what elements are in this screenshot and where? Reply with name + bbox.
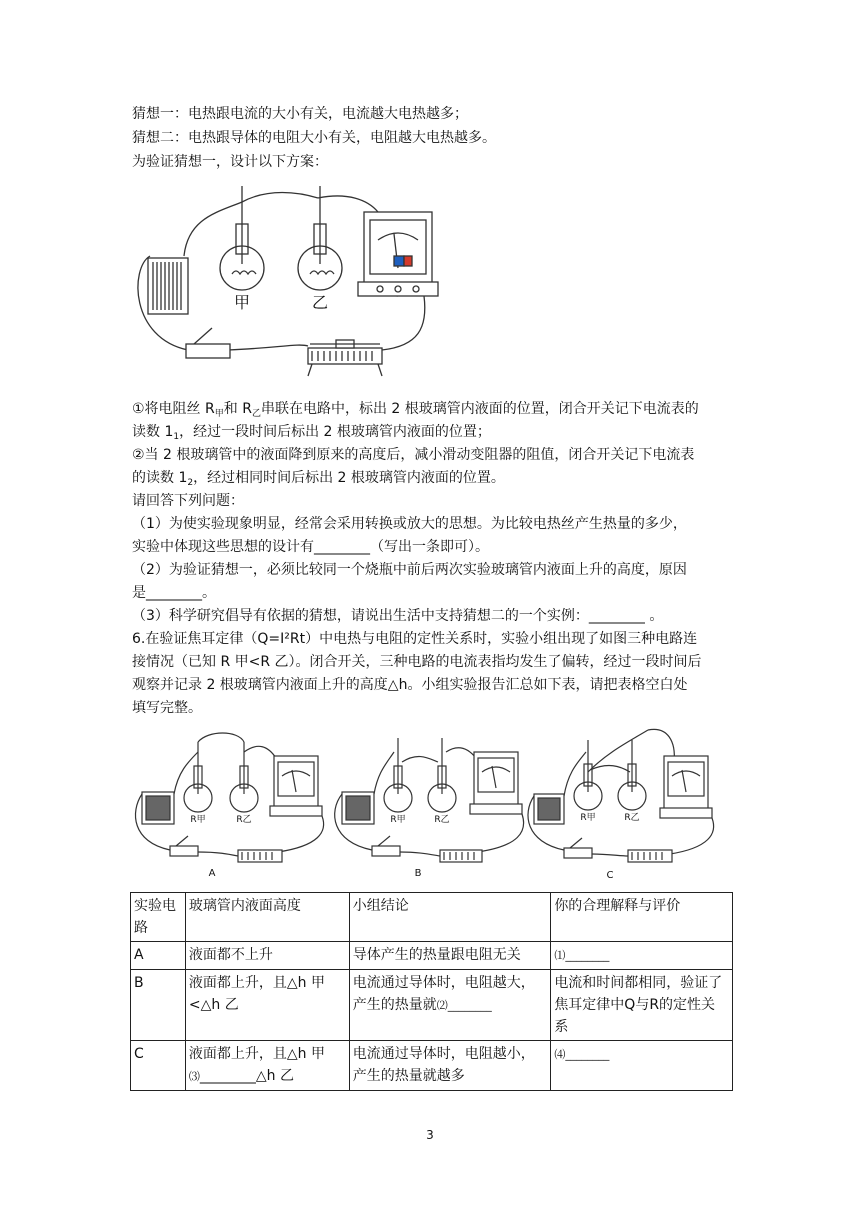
table-header-cell: 小组结论	[349, 893, 551, 942]
table-row	[131, 1041, 733, 1091]
question-2-line-1: （2）为验证猜想一，必须比较同一个烧瓶中前后两次实验玻璃管内液面上升的高度，原因	[132, 562, 687, 578]
table-cell	[551, 1041, 733, 1091]
table-cell: 液面都上升，且△h 甲<△h 乙	[185, 970, 349, 1041]
problem-6-line-4: 填写完整。	[132, 700, 202, 716]
question-2-line-2: 是________。	[132, 585, 216, 601]
answer-blank[interactable]: ________	[565, 1048, 610, 1061]
label-jia: 甲	[233, 293, 251, 312]
problem-6-line-3: 观察并记录 2 根玻璃管内液面上升的高度△h。小组实验报告汇总如下表，请把表格空白处	[132, 677, 688, 693]
step-2-line-1: ②当 2 根玻璃管中的液面降到原来的高度后，减小滑动变阻器的阻值，闭合开关记下电流表	[132, 447, 695, 463]
table-header-cell: 你的合理解释与评价	[551, 893, 733, 942]
blank-number: ⑴	[554, 949, 566, 962]
step-2-line-2: 的读数 $1_2$，经过相同时间后标出 2 根玻璃管内液面的位置。	[132, 470, 505, 488]
experiment-table	[130, 892, 733, 1091]
panel-a-r-jia: R甲	[190, 815, 206, 825]
problem-6-line-1: 6.在验证焦耳定律（Q=I²Rt）中电热与电阻的定性关系时，实验小组出现了如图三种电路连	[132, 631, 698, 647]
table-cell: C	[131, 1041, 186, 1091]
table-row	[131, 970, 733, 1041]
question-3: （3）科学研究倡导有依据的猜想，请说出生活中支持猜想二的一个实例：________ 。	[132, 608, 664, 624]
table-header-cell: 实验电路	[131, 893, 186, 942]
problem-6-line-2: 接情况（已知 R 甲<R 乙）。闭合开关，三种电路的电流表指均发生了偏转，经过一段时间后	[132, 654, 702, 670]
hypothesis-2: 猜想二：电热跟导体的电阻大小有关，电阻越大电热越多。	[132, 130, 496, 146]
panel-c-label: C	[606, 870, 614, 881]
page-number: 3	[426, 1128, 434, 1142]
panel-a-r-yi: R乙	[236, 815, 252, 825]
blank-number: ⑷	[554, 1048, 566, 1061]
answer-blank[interactable]: ________△h 乙	[199, 1068, 294, 1084]
label-yi: 乙	[311, 293, 329, 312]
panel-c-r-jia: R甲	[580, 813, 596, 823]
circuit-figure-2	[128, 722, 738, 884]
questions-intro: 请回答下列问题：	[132, 493, 244, 509]
question-1-line-2: 实验中体现这些思想的设计有________（写出一条即可）。	[132, 539, 489, 555]
table-cell: 液面都不上升	[185, 942, 349, 970]
hypothesis-1: 猜想一：电热跟电流的大小有关，电流越大电热越多；	[132, 106, 468, 122]
table-cell: 电流通过导体时，电阻越小，产生的热量就越多	[349, 1041, 551, 1091]
answer-blank[interactable]: ________	[565, 949, 610, 962]
circuit-figure-1	[128, 178, 448, 384]
table-cell: 电流通过导体时，电阻越大，产生的热量就⑵________	[349, 970, 551, 1041]
panel-b-circuit	[335, 738, 524, 862]
panel-b-r-yi: R乙	[434, 815, 450, 825]
plan-intro: 为验证猜想一，设计以下方案：	[132, 154, 328, 170]
table-cell: 电流和时间都相同，验证了焦耳定律中Q与R的定性关系	[551, 970, 733, 1041]
table-cell: B	[131, 970, 186, 1041]
table-row	[131, 942, 733, 970]
table-cell: 液面都上升，且△h 甲⑶________△h 乙	[185, 1041, 349, 1091]
panel-b-label: B	[414, 868, 422, 879]
question-1-line-1: （1）为使实验现象明显，经常会采用转换或放大的思想。为比较电热丝产生热量的多少，	[132, 516, 687, 532]
step-1-line-2: 读数 $1_1$，经过一段时间后标出 2 根玻璃管内液面的位置；	[132, 424, 491, 442]
table-header-row	[131, 893, 733, 942]
table-cell: 导体产生的热量跟电阻无关	[349, 942, 551, 970]
table-header-cell: 玻璃管内液面高度	[185, 893, 349, 942]
panel-b-r-jia: R甲	[390, 815, 406, 825]
table-cell: A	[131, 942, 186, 970]
blank-number: ⑵	[436, 999, 448, 1012]
table-cell	[551, 942, 733, 970]
step-1-line-1: ①将电阻丝 $R_甲$和 $R_乙$串联在电路中，标出 2 根玻璃管内液面的位置，闭合开关记下电流表的	[132, 401, 699, 419]
answer-blank[interactable]: ________	[447, 999, 492, 1012]
panel-c-circuit	[528, 729, 714, 862]
blank-number: ⑶	[188, 1070, 200, 1083]
panel-a-label: A	[208, 868, 216, 879]
panel-c-r-yi: R乙	[624, 813, 640, 823]
panel-a-circuit	[135, 733, 323, 862]
